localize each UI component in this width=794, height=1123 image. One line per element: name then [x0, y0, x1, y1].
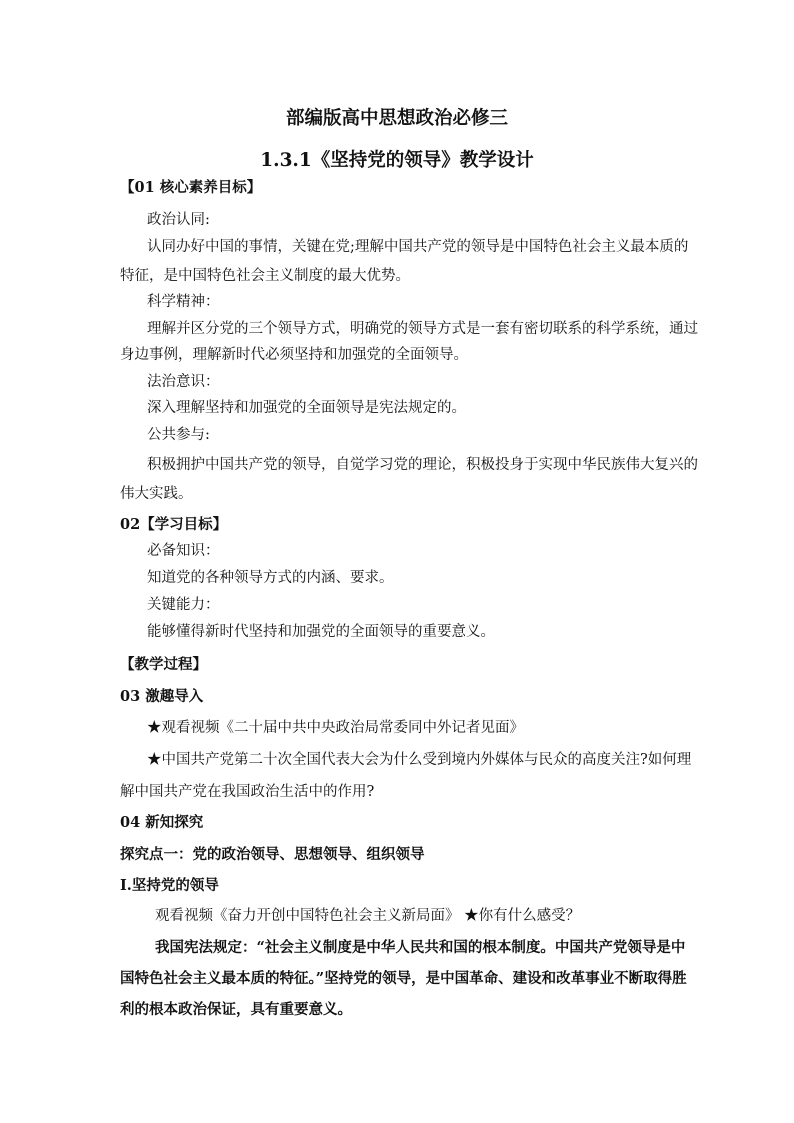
paragraph-line: 政治认同:	[147, 212, 210, 228]
paragraph-line: 必备知识：	[147, 543, 220, 559]
document-title: 部编版高中思想政治必修三	[285, 108, 508, 129]
paragraph-line: 利的根本政治保证，具有重要意义。	[120, 1001, 352, 1018]
paragraph-line: 能够懂得新时代坚持和加强党的全面领导的重要意义。	[147, 624, 495, 640]
paragraph-line: 观看视频《奋力开创中国特色社会主义新局面》 ★你有什么感受？	[155, 908, 581, 924]
paragraph-line: 解中国共产党在我国政治生活中的作用?	[120, 784, 375, 800]
paragraph-line: 知道党的各种领导方式的内涵、要求。	[147, 570, 394, 586]
paragraph-line: 理解并区分党的三个领导方式，明确党的领导方式是一套有密切联系的科学系统，通过	[147, 321, 698, 337]
paragraph-line: 法治意识：	[147, 374, 220, 390]
roman-subheading: Ⅰ.坚持党的领导	[120, 877, 219, 894]
paragraph-line: 特征，是中国特色社会主义制度的最大优势。	[120, 268, 410, 284]
paragraph-line: 关键能力：	[147, 597, 220, 613]
section-heading-core-goals: 【01 核心素养目标】	[120, 179, 262, 196]
paragraph-line: ★观看视频《二十届中共中央政治局常委同中外记者见面》	[147, 720, 524, 736]
section-heading-teaching-process: 【教学过程】	[120, 656, 207, 673]
paragraph-line: ★中国共产党第二十次全国代表大会为什么受到境内外媒体与民众的高度关注?如何理	[147, 752, 692, 768]
paragraph-line: 伟大实践。	[120, 486, 193, 502]
section-heading-learning-goals: 02【学习目标】	[120, 516, 228, 533]
paragraph-line: 认同办好中国的事情，关键在党;理解中国共产党的领导是中国特色社会主义最本质的	[147, 239, 689, 255]
paragraph-line: 公共参与:	[147, 427, 210, 443]
paragraph-line: 科学精神：	[147, 294, 220, 310]
paragraph-line: 积极拥护中国共产党的领导，自觉学习党的理论，积极投身于实现中华民族伟大复兴的	[147, 457, 698, 473]
paragraph-line: 身边事例，理解新时代必须坚持和加强党的全面领导。	[120, 347, 468, 363]
inquiry-point-heading: 探究点一：党的政治领导、思想领导、组织领导	[120, 846, 425, 863]
paragraph-line: 国特色社会主义最本质的特征。”坚持党的领导，是中国革命、建设和改革事业不断取得胜	[120, 970, 687, 987]
paragraph-line: 我国宪法规定：“社会主义制度是中华人民共和国的根本制度。中国共产党领导是中	[155, 939, 686, 956]
document-subtitle: 1.3.1《坚持党的领导》教学设计	[260, 150, 534, 171]
subheading-lead-in: 03 激趣导入	[120, 688, 204, 705]
subheading-new-knowledge: 04 新知探究	[120, 814, 204, 831]
paragraph-line: 深入理解坚持和加强党的全面领导是宪法规定的。	[147, 400, 466, 416]
